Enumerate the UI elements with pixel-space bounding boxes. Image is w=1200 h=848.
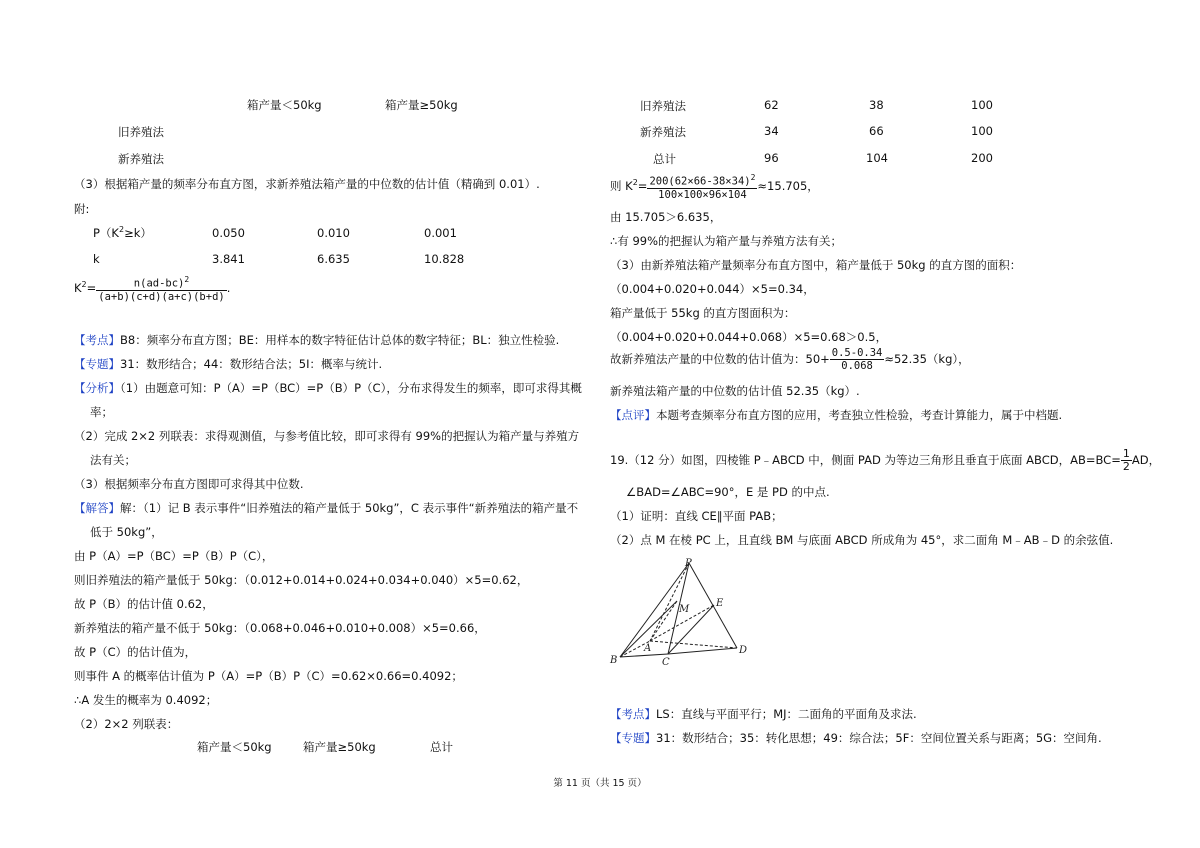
segment-am [650, 601, 677, 641]
solution-line: （2）2×2 列联表： [74, 717, 179, 731]
fenxi-line-cont: 率； [90, 405, 113, 419]
label-b: B [610, 655, 618, 666]
solution-line: 故 P（B）的估计值 0.62， [74, 597, 214, 611]
kaodian-line: 【考点】B8：频率分布直方图；BE：用样本的数字特征估计总体的数字特征；BL：独立性检验. [74, 333, 560, 347]
appendix-label: 附: [74, 202, 90, 216]
ptable-cell: 6.635 [317, 252, 350, 266]
table1-header-c2: 箱产量≥50kg [385, 98, 458, 112]
table2-row-label: 总计 [653, 152, 676, 166]
solution-line: 则旧养殖法的箱产量低于 50kg：（0.012+0.014+0.024+0.034+0.040）×5=0.62， [74, 573, 529, 587]
table2-cell: 100 [971, 98, 993, 112]
zhuanti-line: 【专题】31：数形结合；44：数形结合法；5I：概率与统计. [74, 357, 383, 371]
table2-row-label: 旧养殖法 [640, 99, 686, 113]
label-a: A [644, 643, 652, 654]
solution-line: （0.004+0.020+0.044）×5=0.34， [610, 282, 815, 296]
question-19-part1: （1）证明：直线 CE∥平面 PAB； [610, 509, 783, 523]
edge-cd [668, 648, 737, 654]
question-19-line2: ∠BAD=∠ABC=90°，E 是 PD 的中点. [626, 485, 830, 499]
solution-line: ∴有 99%的把握认为箱产量与养殖方法有关； [610, 234, 843, 248]
table2-cell: 66 [869, 124, 884, 138]
dianping-line: 【点评】本题考查频率分布直方图的应用，考查独立性检验，考查计算能力，属于中档题. [610, 408, 1063, 422]
solution-line: 故 P（C）的估计值为， [74, 645, 197, 659]
table2-cell: 104 [866, 151, 888, 165]
ptable-cell: 10.828 [424, 252, 465, 266]
zhuanti-line-right: 【专题】31：数形结合；35：转化思想；49：综合法；5F：空间位置关系与距离；5G：空间角. [610, 731, 1102, 745]
k2-calc: 则 $K^2=$ $\frac{200(62\times 66-38\times 34)^2}{100\times 100\times 96\times 104}$ ≈15.705， [610, 173, 819, 201]
solution-line: （0.004+0.020+0.044+0.068）×5=0.68＞0.5， [610, 330, 888, 344]
page-footer: 第 11 页（共 15 页） [553, 778, 647, 789]
segment-ce [668, 605, 714, 654]
median-line: 故新养殖法产量的中位数的估计值为：50+ $\frac{0.5-0.34}{0.068}$ ≈52.35（kg）， [610, 347, 970, 372]
solution-line: （3）由新养殖法箱产量频率分布直方图中，箱产量低于 50kg 的直方图的面积： [610, 258, 1022, 272]
table2-cell: 200 [971, 151, 993, 165]
table2-cell: 100 [971, 124, 993, 138]
table2-cell: 34 [764, 124, 779, 138]
table2-header-c2: 箱产量≥50kg [303, 740, 376, 754]
solution-line: 由 15.705＞6.635， [610, 210, 722, 224]
fenxi-3: （3）根据频率分布直方图即可求得其中位数. [74, 477, 304, 491]
table2-row-label: 新养殖法 [640, 125, 686, 139]
solution-line: 由 P（A）=P（BC）=P（B）P（C）， [74, 549, 274, 563]
fenxi-2: （2）完成 2×2 列联表：求得观测值，与参考值比较，即可求得有 99%的把握认为箱产量与养殖方 [74, 429, 580, 443]
solution-line: 则事件 A 的概率估计值为 P（A）=P（B）P（C）=0.62×0.66=0.4092； [74, 669, 463, 683]
table2-header-c3: 总计 [430, 740, 453, 754]
table1-row-new: 新养殖法 [118, 152, 164, 166]
label-p: P [685, 558, 692, 569]
label-d: D [739, 645, 748, 656]
jieda-line-cont: 低于 50kg”， [90, 525, 163, 539]
k2-formula: $K^2=$ $\frac{n(ad-bc)^2}{(a+b)(c+d)(a+c)(b+d)}$ . [74, 275, 231, 303]
label-c: C [662, 657, 670, 668]
kaodian-line-right: 【考点】LS：直线与平面平行；MJ：二面角的平面角及求法. [610, 707, 917, 721]
table1-row-old: 旧养殖法 [118, 125, 164, 139]
ptable-cell: 0.010 [317, 226, 350, 240]
solution-line: 新养殖法的箱产量不低于 50kg：（0.068+0.046+0.010+0.008）×5=0.66， [74, 621, 486, 635]
question-19: 19.（12 分）如图，四棱锥 P﹣ABCD 中，侧面 PAD 为等边三角形且垂直于底面 ABCD，AB=BC= $\frac{1}{2}$ AD， [610, 447, 1161, 473]
ptable-row1-label: $P(K^2\ge k)$ [93, 225, 152, 240]
ptable-cell: 3.841 [212, 252, 245, 266]
solution-line: ∴A 发生的概率为 0.4092； [74, 693, 218, 707]
fenxi-line: 【分析】（1）由题意可知：P（A）=P（BC）=P（B）P（C），分布求得发生的频率，即可求得其概 [74, 381, 582, 395]
table2-cell: 62 [764, 98, 779, 112]
table1-header-c1: 箱产量＜50kg [247, 98, 322, 112]
pyramid-figure [606, 555, 766, 670]
table2-header-c1: 箱产量＜50kg [197, 740, 272, 754]
edge-pa [650, 563, 689, 641]
jieda-line: 【解答】解：（1）记 B 表示事件“旧养殖法的箱产量低于 50kg”，C 表示事件“新养殖法的箱产量不 [74, 501, 579, 515]
solution-line: 箱产量低于 55kg 的直方图面积为： [610, 306, 796, 320]
fenxi-2-cont: 法有关； [90, 453, 136, 467]
ptable-cell: 0.050 [212, 226, 245, 240]
edge-bc [620, 654, 668, 657]
label-m: M [679, 604, 690, 615]
table2-cell: 38 [869, 98, 884, 112]
question-19-part2: （2）点 M 在棱 PC 上，且直线 BM 与底面 ABCD 所成角为 45°，求二面角 M﹣AB﹣D 的余弦值. [610, 533, 1114, 547]
ptable-row2-label: k [93, 252, 100, 266]
label-e: E [716, 598, 724, 609]
table2-cell: 96 [764, 151, 779, 165]
question-3: （3）根据箱产量的频率分布直方图，求新养殖法箱产量的中位数的估计值（精确到 0.01）. [74, 177, 540, 191]
ptable-cell: 0.001 [424, 226, 457, 240]
solution-line: 新养殖法箱产量的中位数的估计值 52.35（kg）. [610, 384, 860, 398]
edge-ad [650, 641, 737, 648]
